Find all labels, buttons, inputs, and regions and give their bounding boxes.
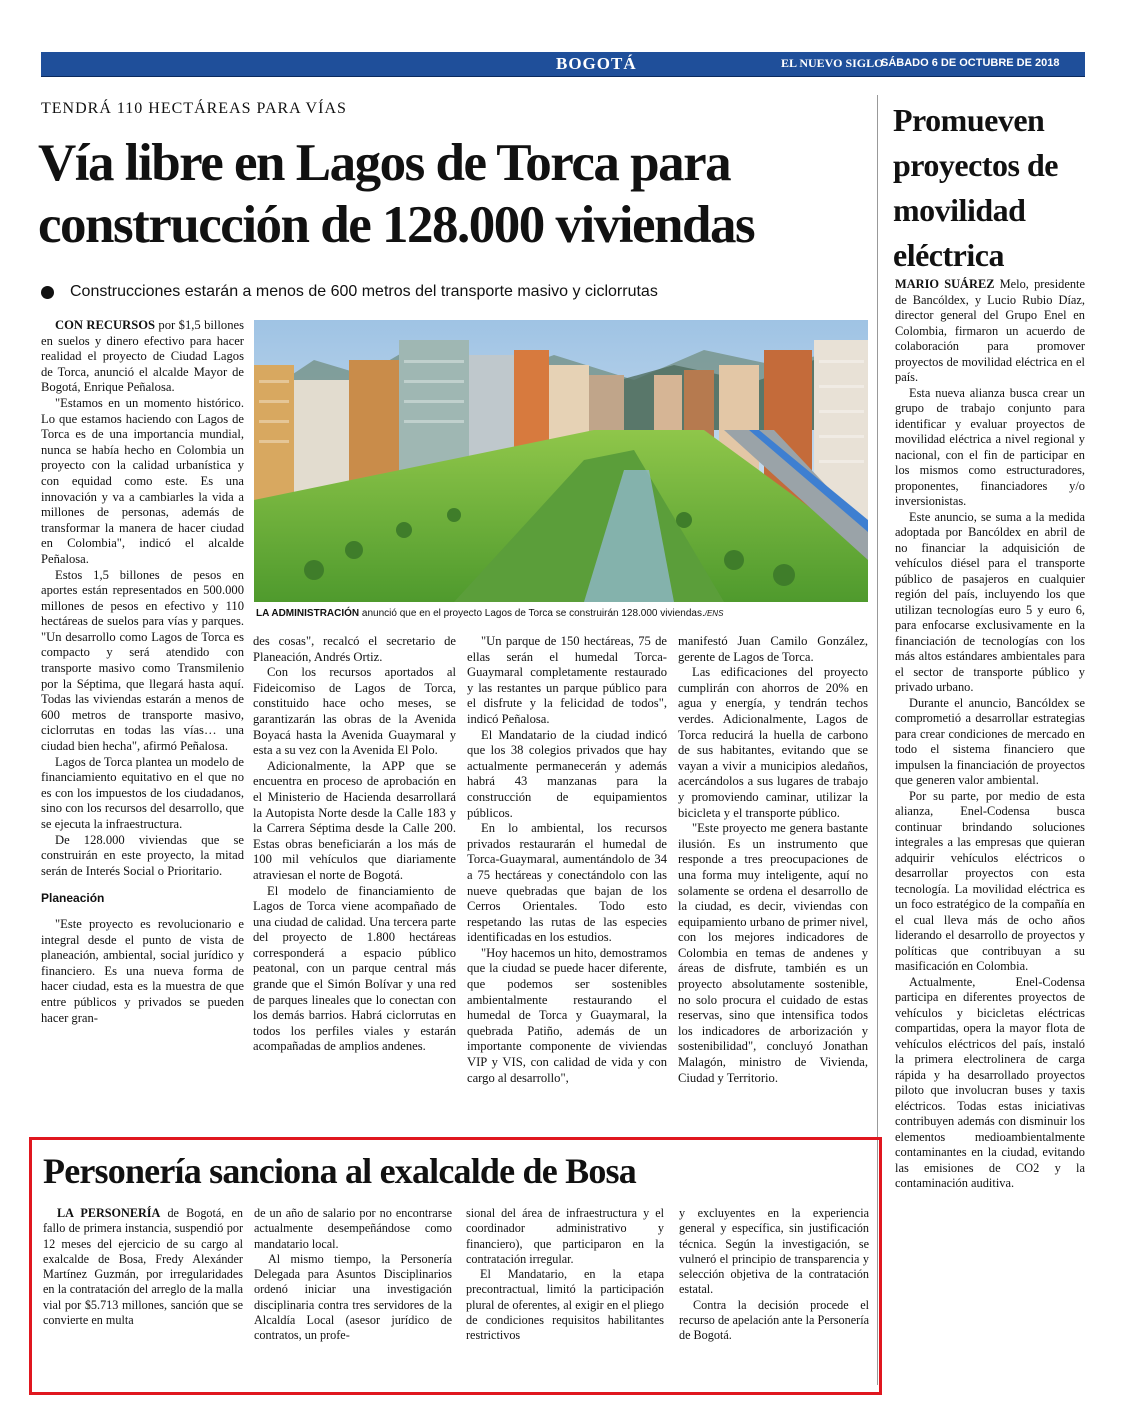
paragraph: El Mandatario de la ciudad indicó que los 38 colegios privados que hay actualmente permanecerán y además habrá 43 manzanas para la construcción de equipamientos públicos. bbox=[467, 727, 667, 820]
boxed-column-4 bbox=[679, 1206, 869, 1344]
article-column-4 bbox=[678, 634, 868, 1086]
paragraph: y excluyentes en la experiencia general y específica, sin justificación técnica. Según la investigación, se vulneró el principio de transparencia y selección objetiva de la contratación estatal. bbox=[679, 1206, 869, 1297]
lead-caps: LA PERSONERÍA bbox=[57, 1206, 161, 1220]
paragraph: Lagos de Torca plantea un modelo de financiamiento equitativo en el que no es con los impuestos de los ciudadanos, sino con los recursos del desarrollo, que se ejecuta la infraestructura. bbox=[41, 754, 244, 831]
paragraph: de Bogotá, en fallo de primera instancia, suspendió por 12 meses del ejercicio de su cargo al exalcalde de Bosa, Fredy Alexánder Martínez Guzmán, por irregularidades en la contratación del arreglo de la malla vial por $5.713 millones, sanción que se convierte en multa bbox=[43, 1206, 243, 1328]
article-photo bbox=[254, 320, 868, 602]
photo-credit: /ENS bbox=[704, 609, 724, 618]
page-number: 17A bbox=[1087, 52, 1124, 74]
paragraph: Estos 1,5 billones de pesos en aportes están representados en 500.000 millones de pesos en efectivo y 110 hectáreas de suelos para vías y parques. "Un desarrollo como Lagos de Torca es compacto y será atendido con transporte masivo como Transmilenio por la Séptima, que llegará hasta aquí. Todas las viviendas estarán a menos de 600 metros de transporte masivo, ciclorrutas en todas las vías… una ciudad bien hecha", afirmó Peñalosa. bbox=[41, 567, 244, 754]
article-column-1 bbox=[41, 318, 244, 1026]
boxed-column-2 bbox=[254, 1206, 452, 1344]
paragraph: El Mandatario, en la etapa precontractual, limitó la participación plural de oferentes, al exigir en el pliego de condiciones requisitos habilitantes restrictivos bbox=[466, 1267, 664, 1343]
paragraph: Durante el anuncio, Bancóldex se comprometió a desarrollar estrategias para crear condiciones de mercado en todo el sistema financiero que impulsen la financiación de proyectos que generen valor ambiental. bbox=[895, 695, 1085, 787]
paragraph: Adicionalmente, la APP que se encuentra en proceso de aprobación en el Ministerio de Hacienda desarrollará la Autopista Norte desde la Calle 183 y la Carrera Séptima desde la Calle 200. Estas obras beneficiarán a los más de 100 mil vehículos que diariamente atraviesan el norte de Bogotá. bbox=[253, 758, 456, 882]
paragraph: por $1,5 billones en suelos y dinero efectivo para hacer realidad el proyecto de Ciudad Lagos de Torca, anunció el alcalde Mayor de Bogotá, Enrique Peñalosa. bbox=[41, 318, 244, 395]
section-header-bar bbox=[41, 52, 1124, 77]
boxed-story bbox=[29, 1137, 882, 1395]
paragraph: Actualmente, Enel-Codensa participa en diferentes proyectos de vehículos y bicicletas eléctricas compartidas, opera la mayor flota de vehículos eléctricos del país, instaló la primera electrolinera de carga rápida y ha desarrollado proyectos piloto que involucran buses y taxis eléctricos. Todas estas iniciativas contribuyen además con disminuir los elementos medioambientalmente contaminantes en la ciudad, evitando las emisiones de CO2 y la contaminación auditiva. bbox=[895, 974, 1085, 1190]
photo-caption bbox=[256, 608, 866, 619]
paragraph: Contra la decisión procede el recurso de apelación ante la Personería de Bogotá. bbox=[679, 1297, 869, 1343]
paragraph: "Este proyecto me genera bastante ilusión. Es un instrumento que responde a tres preocupaciones de una forma muy inteligente, aquí no solamente se ordena el desarrollo de la ciudad, es decir, viviendas con equipamiento urbano de primer nivel, con los mejores indicadores de Colombia en temas de andenes y áreas de disfrute, también es un proyecto absolutamente sostenible, no solo procura el cuidado de estas reservas, sino que intensifica todos los indicadores de arborización y sostenibilidad", concluyó Jonathan Malagón, ministro de Vivienda, Ciudad y Territorio. bbox=[678, 821, 868, 1085]
caption-text: anunció que en el proyecto Lagos de Torca se construirán 128.000 viviendas. bbox=[359, 608, 705, 619]
paragraph: "Este proyecto es revolucionario e integral desde el punto de vista de planeación, ambiental, social jurídico y financiero. Es una nueva forma de hacer ciudad, esta es la muestra de que entre públicos y privados se pueden hacer gran- bbox=[41, 916, 244, 1025]
article-subhead bbox=[41, 283, 658, 301]
subsection-heading: Planeación bbox=[41, 891, 105, 906]
newspaper-name: EL NUEVO SIGLO bbox=[781, 56, 884, 70]
caption-lead: LA ADMINISTRACIÓN bbox=[256, 608, 360, 619]
paragraph: manifestó Juan Camilo González, gerente de Lagos de Torca. bbox=[678, 634, 868, 664]
sidebar-headline: Promueven proyectos de movilidad eléctrica bbox=[893, 102, 1058, 273]
article-kicker: TENDRÁ 110 HECTÁREAS PARA VÍAS bbox=[41, 100, 347, 117]
paragraph: sional del área de infraestructura y el coordinador administrativo y financiero), que participaron en la contratación irregular. bbox=[466, 1206, 664, 1266]
lead-caps: MARIO SUÁREZ bbox=[895, 277, 995, 291]
paragraph: En lo ambiental, los recursos privados restaurarán el humedal de Torca-Guaymaral, aumentándolo de 34 a 75 hectáreas y conectándolo con las nueve quebradas que bajan de los Cerros Orientales. Todo esto respetando las rutas de las especies identificadas en los estudios. bbox=[467, 821, 667, 945]
paragraph: "Un parque de 150 hectáreas, 75 de ellas serán el humedal Torca-Guaymaral completamente restaurado y las restantes un parque público para el disfrute y la felicidad de todos", indicó Peñalosa. bbox=[467, 634, 667, 726]
paragraph: De 128.000 viviendas que se construirán en este proyecto, la mitad serán de Interés Social o Prioritario. bbox=[41, 832, 244, 878]
paragraph: de un año de salario por no encontrarse actualmente desempeñándose como mandatario local. bbox=[254, 1206, 452, 1251]
boxed-column-3 bbox=[466, 1206, 664, 1344]
article-column-3 bbox=[467, 634, 667, 1086]
paragraph: Esta nueva alianza busca crear un grupo de trabajo conjunto para identificar y evaluar proyectos de movilidad eléctrica a nivel regional y nacional, con el fin de participar en los mismos como estructuradores, proponentes, financiadores y/o inversionistas. bbox=[895, 385, 1085, 508]
paragraph: Melo, presidente de Bancóldex, y Lucio Rubio Díaz, director general del Grupo Enel en Colombia, firmaron un acuerdo de colaboración para promover proyectos de movilidad eléctrica en el país. bbox=[895, 277, 1085, 384]
paragraph: Este anuncio, se suma a la medida adoptada por Bancóldex en abril de no financiar la adquisición de vehículos diésel para el transporte público de pasajeros en cualquier región del país, incluyendo los que utilizan tecnologías euro 5 y euro 6, para enfocarse exclusivamente en la financiación de tecnologías con los más altos estándares ambientales para el sector de transporte público y privado urbano. bbox=[895, 509, 1085, 694]
section-name: BOGOTÁ bbox=[556, 54, 637, 73]
issue-date: SÁBADO 6 DE OCTUBRE DE 2018 bbox=[881, 57, 1060, 69]
paragraph: El modelo de financiamiento de Lagos de Torca viene acompañado de una ciudad de calidad. Una tercera parte del proyecto de 1.800 hectáreas corresponderá a espacio público peatonal, con un parque central más grande que el Simón Bolívar y una red de parques lineales que lo conectan con los demás barrios. Habrá ciclorrutas en todos los perfiles viales y estarán acompañadas de amplios andenes. bbox=[253, 883, 456, 1054]
bullet-icon bbox=[41, 286, 54, 299]
boxed-column-1 bbox=[43, 1206, 243, 1328]
article-headline: Vía libre en Lagos de Torca para construcción de 128.000 viviendas bbox=[38, 134, 755, 254]
lead-caps: CON RECURSOS bbox=[55, 318, 155, 332]
paragraph: Por su parte, por medio de esta alianza, Enel-Codensa busca continuar brindando soluciones integrales a las empresas que quieran adquirir vehículos eléctricos o desarrollar proyectos con esta tecnología. La movilidad eléctrica es un foco estratégico de la compañía en el cual lleva más de ocho años liderando el desarrollo de proyectos y políticas que contribuyan a su masificación en Colombia. bbox=[895, 788, 1085, 973]
paragraph: Con los recursos aportados al Fideicomiso de Lagos de Torca, constituido hace ocho meses, se garantizarán las obras de la Avenida Boyacá hasta la Avenida Guaymaral y esta a su vez con la Avenida El Polo. bbox=[253, 665, 456, 758]
article-column-2 bbox=[253, 634, 456, 1055]
photo-illustration bbox=[254, 320, 868, 602]
paragraph: Al mismo tiempo, la Personería Delegada para Asuntos Disciplinarios ordenó iniciar una investigación disciplinaria contra tres servidores de la Alcaldía Local (asesor jurídico de contratos, un profe- bbox=[254, 1251, 452, 1343]
sidebar-column bbox=[895, 277, 1085, 1192]
paragraph: des cosas", recalcó el secretario de Planeación, Andrés Ortiz. bbox=[253, 634, 456, 664]
subhead-text: Construcciones estarán a menos de 600 metros del transporte masivo y ciclorrutas bbox=[70, 283, 658, 300]
paragraph: "Hoy hacemos un hito, demostramos que la ciudad se puede hacer diferente, que podemos ser sostenibles ambientalmente restaurando el humedal de Torca y Guaymaral, la quebrada Patiño, además de un importante componente de viviendas VIP y VIS, con calidad de vida y con cargo al desarrollo", bbox=[467, 945, 667, 1085]
paragraph: "Estamos en un momento histórico. Lo que estamos haciendo con Lagos de Torca es de una importancia mundial, nunca se había hecho en Colombia un proyecto con la calidad urbanística y con equidad como este. Es una innovación y va a cambiarles la vida a millones de personas, además de transformar la manera de hacer ciudad en Colombia", indicó el alcalde Peñalosa. bbox=[41, 395, 244, 566]
paragraph: Las edificaciones del proyecto cumplirán con ahorros de 20% en agua y energía, y tendrán techos verdes. Adicionalmente, Lagos de Torca reducirá la huella de carbono de sus habitantes, evitando que se vayan a vivir a municipios aledaños, acercándolos a sus lugares de trabajo y promoviendo caminar, utilizar la bicicleta y el transporte público. bbox=[678, 665, 868, 820]
boxed-story-headline: Personería sanciona al exalcalde de Bosa bbox=[43, 1151, 636, 1191]
